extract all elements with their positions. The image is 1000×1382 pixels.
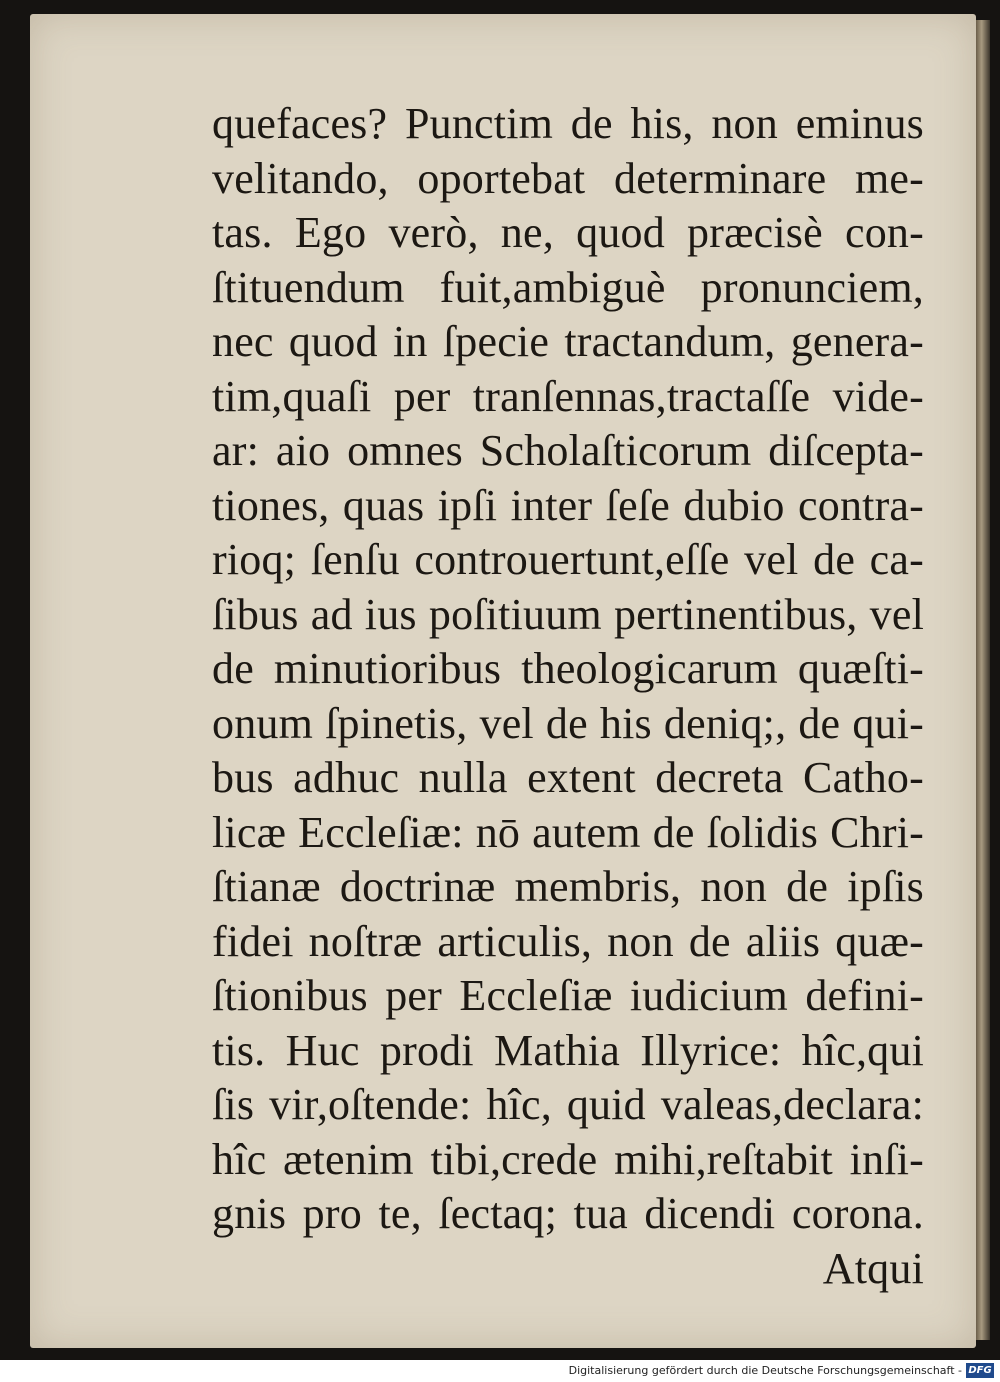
funding-credit: Digitalisierung gefördert durch die Deutsche Forschungsgemeinschaft - <box>568 1364 962 1377</box>
catchword: Atqui <box>822 1243 924 1293</box>
text-line: tiones, quas ipſi inter ſeſe dubio contra- <box>212 480 924 530</box>
text-block <box>212 97 924 1296</box>
text-line: ſtionibus per Eccleſiæ iudicium defini- <box>212 971 924 1020</box>
text-line: nec quod in ſpecie tractandum, genera- <box>212 317 924 366</box>
text-line: velitando, oportebat determinare me- <box>212 153 924 203</box>
dfg-logo-icon: DFG <box>966 1363 994 1378</box>
text-line: tim,quaſi per tranſennas,tractaſſe vide- <box>212 371 924 421</box>
text-line: de minutioribus theologicarum quæſti- <box>212 644 924 693</box>
text-line: gnis pro te, ſectaq; tua dicendi corona. <box>212 1189 924 1238</box>
text-line: tis. Huc prodi Mathia Illyrice: hîc,qui <box>212 1025 924 1075</box>
catchword-row <box>212 1242 924 1297</box>
text-line: ar: aio omnes Scholaſticorum diſcepta- <box>212 426 924 475</box>
page-edge <box>976 20 990 1340</box>
text-line: bus adhuc nulla extent decreta Catho- <box>212 753 924 802</box>
text-line: licæ Eccleſiæ: nō autem de ſolidis Chri- <box>212 807 924 857</box>
text-line: fidei noſtræ articulis, non de aliis quæ- <box>212 916 924 966</box>
footer <box>0 1360 1000 1382</box>
text-line: ſtianæ doctrinæ membris, non de ipſis <box>212 862 924 911</box>
text-line: tas. Ego verò, ne, quod præcisè con- <box>212 208 924 257</box>
text-line: onum ſpinetis, vel de his deniq;, de qui- <box>212 698 924 748</box>
text-line: hîc ætenim tibi,crede mihi,reſtabit inſi- <box>212 1134 924 1184</box>
text-line: rioq; ſenſu controuertunt,eſſe vel de ca- <box>212 535 924 584</box>
text-line: ſtituendum fuit,ambiguè pronunciem, <box>212 262 924 312</box>
text-line: ſis vir,oſtende: hîc, quid valeas,declara: <box>212 1080 924 1129</box>
text-line: quefaces? Punctim de his, non eminus <box>212 99 924 148</box>
text-line: ſibus ad ius poſitiuum pertinentibus, vel <box>212 589 924 639</box>
